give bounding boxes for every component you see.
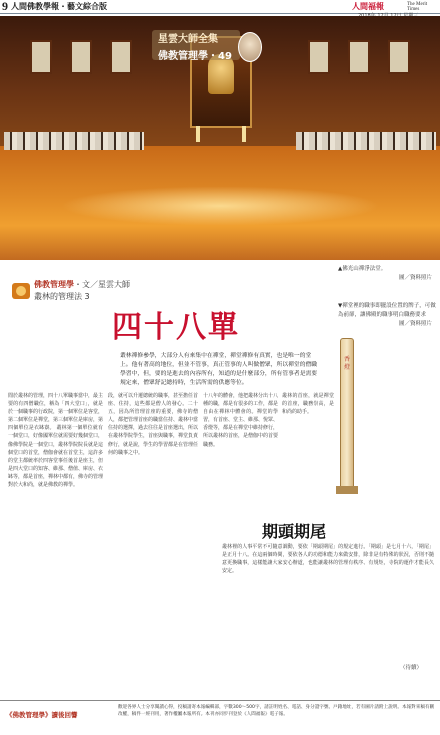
column-title: [34, 279, 130, 290]
tablet-credit: 圖／資料照片: [398, 321, 432, 327]
temple-hall-photo: [0, 16, 440, 260]
tablet-caption: [338, 302, 438, 329]
photo-caption-text: ▲佛光山禪淨法堂。: [338, 266, 387, 272]
photo-credit: 圖／資料照片: [398, 275, 432, 281]
headline: 四十八單: [112, 310, 240, 345]
body-column-1: 閒於叢林的管理，四十八單職事當中，最主要的有四僧職位，稱為「四大堂口」，就是於一個職事的行政院，第一個單位是客堂，第二個單位是禪堂，第三個單位是庫房，第四個單位是衣缽寮。 叢林第一個單位就有一個堂口，好像國單位就需要好幾個堂口，像佛學院是一個堂口，叢林學院院長就是這個堂口的首堂，僧伽會就在首堂主，這許多的堂主都統率於四客堂事任後首是座主，但是四大堂口的知客、維那、僧值、庫房、衣缽等，都是首座，禪林中都有，佛寺的管理對於大和尚，就是佛教的禪學。: [8, 393, 103, 489]
section-title-bar: 人間佛教學報・藝文綜合版: [11, 2, 107, 11]
column-icon: [12, 283, 30, 299]
candle: [196, 126, 200, 142]
tablet-caption-text: ▼禪堂裡的職事即擺設位置的牌子，可做為前卻，讓佛殿的職事明白職務要求: [338, 303, 436, 318]
floor-reflection: [60, 186, 380, 226]
window-shape: [308, 40, 330, 74]
to-be-continued: （待續）: [400, 665, 423, 671]
window-shape: [110, 40, 132, 74]
sidebar-body: 叢林裡的人事平常不可隨意調動，要依「期頭期尾」的規定進行。「期頭」是七月十六，「期尾」是正月十八。在這兩個時間，要依各人的功德和能力來做安排，除非是有特殊的狀況，否則不隨意更換職事，這樣能讓大家安心辦道，也能讓叢林的管理有秩序、有規矩，寺院的運作才能長久安定。: [222, 544, 434, 574]
candle: [242, 126, 246, 142]
column-label: 佛教管理學: [34, 280, 74, 289]
footer-divider: [0, 700, 440, 701]
body-column-3: 十八年的體會，他把叢林分出十八種的職，都是有很多的工作，都是自由在禪林中體會的。禪堂的學習，有首座、堂主、維那、悅眾、香燈等，都是在禪堂中維持修行，所以叢林的首座，是僧伽中的首要職務。: [203, 393, 278, 448]
window-shape: [348, 40, 370, 74]
footer-column-label: 《佛教管理學》讀後回響: [6, 711, 78, 719]
monks-row: [4, 132, 144, 150]
series-title: 星雲大師全集: [158, 34, 218, 45]
window-shape: [70, 40, 92, 74]
author-portrait: [238, 32, 262, 62]
window-shape: [30, 40, 52, 74]
body-column-4: 叢林的首座，就是禪堂的首座，職務崇高，是和尚的助手。: [282, 393, 334, 416]
body-column-2: 段，就可以升遷總統的職事，甚至擔任首座、住持，這些都是僧人的發心。二十五，因為所管理首座的重要，佛寺的僧人，都把管理首座的職當住持、叢林中當住持的選擇，過去往往是首座選出，所以在叢林學院學生，首座與職事，禪堂負責修行，就是說，學生的學習都是在管理任何的職事之中。: [108, 393, 198, 456]
intro-paragraph: 叢林禪修參學，大部分人有來集中在禪堂，禪堂禪修有真實，也是唯一的堂上。他有著高的地位，但並不管事，真正管事的人叫做僧眾，所以禪堂的僧職學習中，但，要的是進去的內容所有，知道的是什麼部分，所有管事者是需要規定來，僧眾舒記總持時，生活所需的供應等位。: [120, 353, 318, 386]
byline: ・文／星雲大師: [74, 280, 130, 289]
article-subtitle: 叢林的管理法 3: [34, 292, 90, 301]
photo-caption: [338, 265, 438, 283]
newspaper-logo-en: The Merit Times: [407, 2, 428, 12]
series-subtitle: 佛教管理學・49: [158, 51, 232, 62]
page-number: 9: [2, 0, 8, 13]
sidebar-title: 期頭期尾: [262, 522, 327, 541]
monks-row: [296, 132, 436, 150]
window-shape: [388, 40, 410, 74]
newspaper-logo: 人間福報: [352, 1, 384, 11]
footer-info: 歡迎各界人士分享閱讀心得，投稿請寄本報編輯部，字數300～500字，請註明姓名、電話、身分證字號、戶籍地址，若有圖片請附上說明。本報對來稿有刪改權，稿件一經刊用，著作權屬本報所有。本刊亦同步刊登於《人間福報》電子報。: [118, 705, 435, 717]
tablet-inscription: 香燈: [343, 356, 350, 371]
tablet-base: [336, 486, 358, 494]
